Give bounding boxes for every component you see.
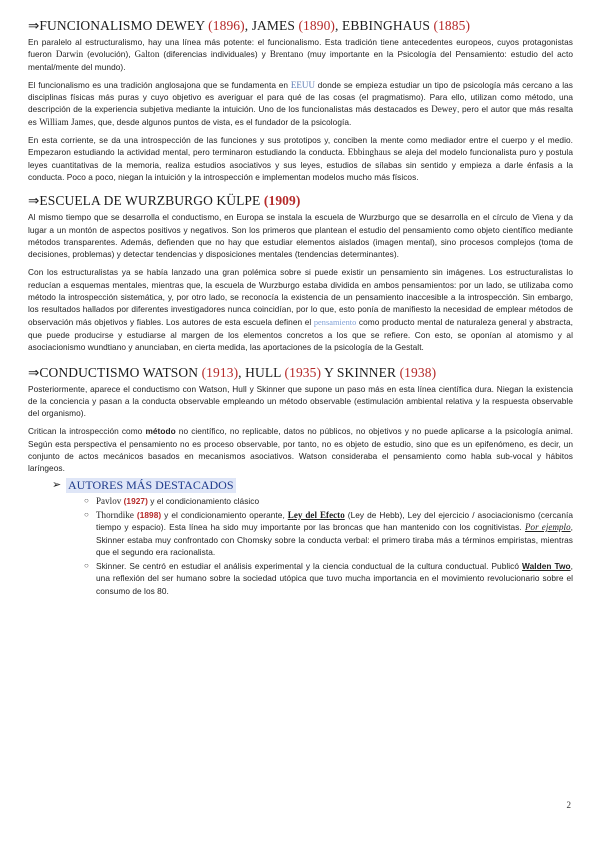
paragraph: Posteriormente, aparece el conductismo con Watson, Hull y Skinner que supone un paso más en esta línea científica dura. Niegan la existencia de la conciencia y pasan a la conducta observable empleando un método observable (estimulación ambiental relativa y la respuesta observable del organismo). bbox=[28, 383, 573, 419]
document-page bbox=[28, 18, 573, 597]
year-dewey: (1896) bbox=[208, 18, 245, 33]
list-item: ○ Pavlov (1927) y el condicionamiento clásico bbox=[84, 495, 260, 506]
list-item: ○ Skinner. Se centró en estudiar el análisis experimental y la ciencia conductual de la cultura conductual. Publicó Walden Two, una reflexión del ser humano sobre la sociedad utópica que tuvo mucha importancia en el movimiento revolucionario sobre el consumo de los 80. bbox=[84, 561, 573, 596]
paragraph: Critican la introspección como método no científico, no replicable, datos no públicos, no objetivos y no puede aplicarse a la psicología animal. Según esta perspectiva el pensamiento no es proceso observable, por tanto, no es objeto de estudio, sino que es un epifenómeno, es decir, un conjunto de actos mecánicos basados en mecanismos asociativos. Watson consideraba el pensamiento como habla sub-vocal y hábitos laríngeos. bbox=[28, 426, 573, 474]
circle-bullet-icon: ○ bbox=[84, 509, 89, 519]
list-item: ○ Thorndike (1898) y el condicionamiento operante, Ley del Efecto (Ley de Hebb), Ley del ejercicio / asociacionismo (cercanía tiempo y espacio). Esta línea ha sido muy importante por las broncas que han mantenido con los cognitivistas. Por ejemplo, Skinner estaba muy confrontado con Chomsky sobre la conducta verbal: el primero tiraba más a términos empiristas, mientras que el segundo era racionalista. bbox=[84, 509, 574, 557]
arrow-bullet-icon: ➢ bbox=[52, 478, 62, 491]
year-hull: (1935) bbox=[284, 364, 322, 380]
paragraph: Al mismo tiempo que se desarrolla el conductismo, en Europa se instala la escuela de Wurzburgo que se desarrolla en el círculo de Viena y da lugar a un montón de aspectos positivos y negativos. Son los primeros que plantean el estudio del pensamiento como objeto científico mediante métodos transparentes. Además, defienden que no hay que estudiar elementos aislados (imagen mental), sino procesos complejos (toma de decisiones, problemas) y detectar tendencias y disposiciones mentales (tendencias determinantes). bbox=[28, 212, 573, 260]
page-number: 2 bbox=[566, 800, 571, 810]
heading-conductismo: ⇒CONDUCTISMO WATSON (1913), HULL (1935) Y SKINNER (1938) bbox=[28, 364, 437, 380]
paragraph: El funcionalismo es una tradición anglosajona que se fundamenta en EEUU donde se empieza estudiar un tipo de psicología más cercano a las disciplinas físicas más puras y cuyo objetivo es averiguar el para qué de las cosas (el pragmatismo). Para ello, utilizan como método, una descripción de la experiencia subjetiva mediante la intuición. Uno de los funcionalistas más destacados es Dewey, pero el autor que más resalta es William James, que, desde algunos puntos de vista, es el fundador de la psicología. bbox=[28, 79, 573, 127]
year-kulpe: (1909) bbox=[263, 193, 301, 209]
year-ebbinghaus: (1885) bbox=[433, 18, 471, 33]
heading-funcionalismo: ⇒FUNCIONALISMO DEWEY (1896), JAMES (1890), EBBINGHAUS (1885) bbox=[28, 18, 471, 33]
year-skinner: (1938) bbox=[399, 364, 437, 380]
autores-heading: AUTORES MÁS DESTACADOS bbox=[68, 477, 234, 492]
heading-wurzburgo: ⇒ESCUELA DE WURZBURGO KÜLPE (1909) bbox=[28, 193, 301, 209]
year-james: (1890) bbox=[298, 18, 336, 33]
list-heading bbox=[52, 478, 573, 493]
year-watson: (1913) bbox=[201, 364, 239, 380]
paragraph: Con los estructuralistas ya se había lanzado una gran polémica sobre si puede existir un pensamiento sin imágenes. Los estructuralistas lo reducían a esquemas mentales, mientras que, la escuela de Wurzburgo estaba dividida en ambos pensamientos: por un lado, se utilizaba como método la introspección sistemática, y, por otro lado, se reconocía la existencia de un pensamiento inaccesible a la introspección. Sin embargo, los resultados hallados por diferentes investigadores nunca coincidían, por lo que, esto ponía de manifiesto la necesidad de emplear métodos de observación más objetivos y fiables. Los autores de esta escuela definen el pensamiento como producto mental de naturaleza general y abstracta, que puede producirse y estudiarse al margen de los elementos concretos a los que se refiere. Con esto, se oponían al atomismo y al asociacionismo wundtiano y anunciaban, en cierta medida, las aportaciones de la psicología de la Gestalt. bbox=[28, 267, 573, 353]
circle-bullet-icon: ○ bbox=[84, 495, 89, 505]
paragraph: En paralelo al estructuralismo, hay una línea más potente: el funcionalismo. Esta tradición tiene antecedentes europeos, cuyos protagonistas fueron Darwin (evolución), Galton (diferencias individuales) y Brentano (muy importante en la Psicología del Pensamiento: estudio del acto mental/mente del mundo). bbox=[28, 37, 573, 72]
circle-bullet-icon: ○ bbox=[84, 561, 89, 571]
paragraph: En esta corriente, se da una introspección de las funciones y sus prototipos y, conciben la mente como mediador entre el cuerpo y el medio. Empezaron estudiando la actividad mental, pero terminaron estudiando la conducta. Ebbinghaus se aleja del modelo funcionalista puro y postula leyes cuantitativas de la memoria, realiza estudios asociativos y sus leyes, estudios de sílabas sin sentido y empieza a darle énfasis a la conducta. Poco a poco, niegan la intuición y la introspección e implementan modelos mucho más físicos. bbox=[28, 135, 573, 182]
